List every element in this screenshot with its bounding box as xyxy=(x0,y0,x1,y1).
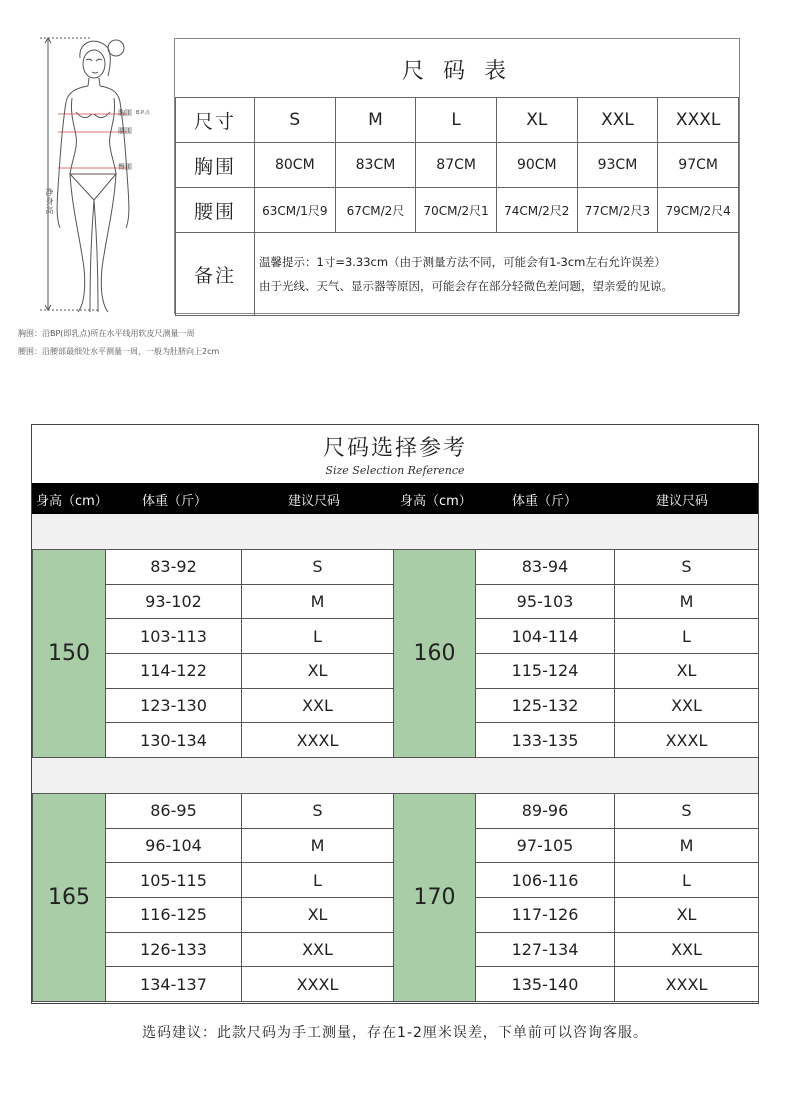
size-cell: XL xyxy=(615,898,759,933)
size-cell: XXXL xyxy=(658,98,739,143)
size-chart xyxy=(174,38,740,314)
weight-cell: 130-134 xyxy=(106,723,242,758)
weight-cell: 123-130 xyxy=(106,688,242,723)
size-cell: XL xyxy=(242,654,394,689)
waist-measure-note: 腰围：沿腰部最细处水平测量一周，一般为肚脐向上2cm xyxy=(18,347,220,356)
header-size: 建议尺码 xyxy=(656,494,709,509)
weight-cell: 106-116 xyxy=(476,863,615,898)
size-cell: XXXL xyxy=(615,723,759,758)
notes-line: 温馨提示：1寸=3.33cm（由于测量方法不同，可能会有1-3cm左右允许误差） xyxy=(259,255,666,269)
bust-cell: 97CM xyxy=(658,143,739,188)
weight-cell: 83-92 xyxy=(106,550,242,585)
weight-cell: 115-124 xyxy=(476,654,615,689)
reference-title: 尺码选择参考 xyxy=(322,436,467,461)
size-cell: S xyxy=(242,794,394,829)
bp-point-label: B.P.点 xyxy=(136,110,150,116)
spacer-row xyxy=(32,514,758,549)
waist-cell: 77CM/2尺3 xyxy=(577,188,658,233)
table-row xyxy=(394,550,759,585)
size-cell: XL xyxy=(615,654,759,689)
reference-header-bar xyxy=(32,483,758,514)
weight-cell: 104-114 xyxy=(476,619,615,654)
bust-cell: 83CM xyxy=(335,143,416,188)
weight-cell: 127-134 xyxy=(476,932,615,967)
weight-cell: 114-122 xyxy=(106,654,242,689)
table-row xyxy=(394,794,759,829)
header-weight: 体重（斤） xyxy=(142,494,208,509)
bust-cell: 80CM xyxy=(255,143,336,188)
size-cell: XL xyxy=(242,898,394,933)
weight-cell: 83-94 xyxy=(476,550,615,585)
height-group-160 xyxy=(393,549,759,758)
size-cell: XXL xyxy=(242,932,394,967)
table-row xyxy=(33,794,394,829)
weight-cell: 95-103 xyxy=(476,584,615,619)
waist-cell: 74CM/2尺2 xyxy=(496,188,577,233)
bust-cell: 90CM xyxy=(496,143,577,188)
size-chart-title: 尺 码 表 xyxy=(402,59,512,84)
bust-cell: 93CM xyxy=(577,143,658,188)
weight-cell: 103-113 xyxy=(106,619,242,654)
header-size: 建议尺码 xyxy=(288,494,341,509)
size-cell: S xyxy=(615,550,759,585)
size-cell: M xyxy=(242,584,394,619)
size-cell: XXXL xyxy=(615,967,759,1002)
size-cell: M xyxy=(242,828,394,863)
height-group-150 xyxy=(32,549,394,758)
size-chart-table xyxy=(175,97,739,316)
table-row xyxy=(33,550,394,585)
notes-header: 备注 xyxy=(176,233,255,316)
measurement-notes xyxy=(18,325,219,361)
size-cell: L xyxy=(242,863,394,898)
female-figure-drawing xyxy=(18,28,178,328)
weight-cell: 89-96 xyxy=(476,794,615,829)
bust-measure-note: 胸围：沿BP(即乳点)所在水平线用软皮尺测量一周 xyxy=(18,329,195,338)
height-group-170 xyxy=(393,793,759,1002)
spacer-row xyxy=(32,758,758,793)
size-cell: S xyxy=(615,794,759,829)
size-cell: L xyxy=(615,863,759,898)
height-cell: 165 xyxy=(33,794,106,1002)
size-selection-reference xyxy=(31,424,759,1004)
notes-row xyxy=(176,233,739,316)
row-header: 尺寸 xyxy=(176,98,255,143)
size-cell: XXL xyxy=(577,98,658,143)
bust-row xyxy=(176,143,739,188)
size-cell: S xyxy=(255,98,336,143)
size-cell: XXL xyxy=(615,688,759,723)
size-cell: XL xyxy=(496,98,577,143)
size-cell: L xyxy=(242,619,394,654)
weight-cell: 97-105 xyxy=(476,828,615,863)
weight-cell: 96-104 xyxy=(106,828,242,863)
header-weight: 体重（斤） xyxy=(512,494,578,509)
header-height: 身高（cm） xyxy=(400,494,472,509)
bust-label: 胸围 xyxy=(118,109,132,117)
size-row xyxy=(176,98,739,143)
waist-cell: 63CM/1尺9 xyxy=(255,188,336,233)
size-cell: XXL xyxy=(242,688,394,723)
waist-row xyxy=(176,188,739,233)
size-cell: M xyxy=(615,584,759,619)
reference-subtitle: Size Selection Reference xyxy=(325,464,465,477)
size-advice-footer: 选码建议：此款尺码为手工测量，存在1-2厘米误差，下单前可以咨询客服。 xyxy=(142,1025,648,1041)
weight-cell: 135-140 xyxy=(476,967,615,1002)
weight-cell: 134-137 xyxy=(106,967,242,1002)
weight-cell: 126-133 xyxy=(106,932,242,967)
waist-label: 腰围 xyxy=(118,127,132,135)
weight-cell: 93-102 xyxy=(106,584,242,619)
size-cell: XXXL xyxy=(242,967,394,1002)
body-measurement-figure xyxy=(18,28,178,328)
waist-cell: 79CM/2尺4 xyxy=(658,188,739,233)
height-cell: 160 xyxy=(394,550,476,758)
size-cell: M xyxy=(615,828,759,863)
size-cell: L xyxy=(416,98,497,143)
waist-cell: 70CM/2尺1 xyxy=(416,188,497,233)
bust-cell: 87CM xyxy=(416,143,497,188)
size-cell: S xyxy=(242,550,394,585)
waist-cell: 67CM/2尺 xyxy=(335,188,416,233)
notes-line: 由于光线、天气、显示器等原因，可能会存在部分轻微色差问题，望亲爱的见谅。 xyxy=(259,279,673,293)
height-cell: 170 xyxy=(394,794,476,1002)
weight-cell: 116-125 xyxy=(106,898,242,933)
hip-label: 臀围 xyxy=(118,163,132,171)
weight-cell: 125-132 xyxy=(476,688,615,723)
height-group-165 xyxy=(32,793,394,1002)
notes-cell xyxy=(255,233,739,316)
header-height: 身高（cm） xyxy=(36,494,108,509)
size-cell: L xyxy=(615,619,759,654)
row-header: 腰围 xyxy=(176,188,255,233)
weight-cell: 105-115 xyxy=(106,863,242,898)
height-label: 净身高 xyxy=(45,188,54,215)
size-cell: M xyxy=(335,98,416,143)
weight-cell: 86-95 xyxy=(106,794,242,829)
size-cell: XXXL xyxy=(242,723,394,758)
row-header: 胸围 xyxy=(176,143,255,188)
weight-cell: 117-126 xyxy=(476,898,615,933)
height-cell: 150 xyxy=(33,550,106,758)
weight-cell: 133-135 xyxy=(476,723,615,758)
size-cell: XXL xyxy=(615,932,759,967)
